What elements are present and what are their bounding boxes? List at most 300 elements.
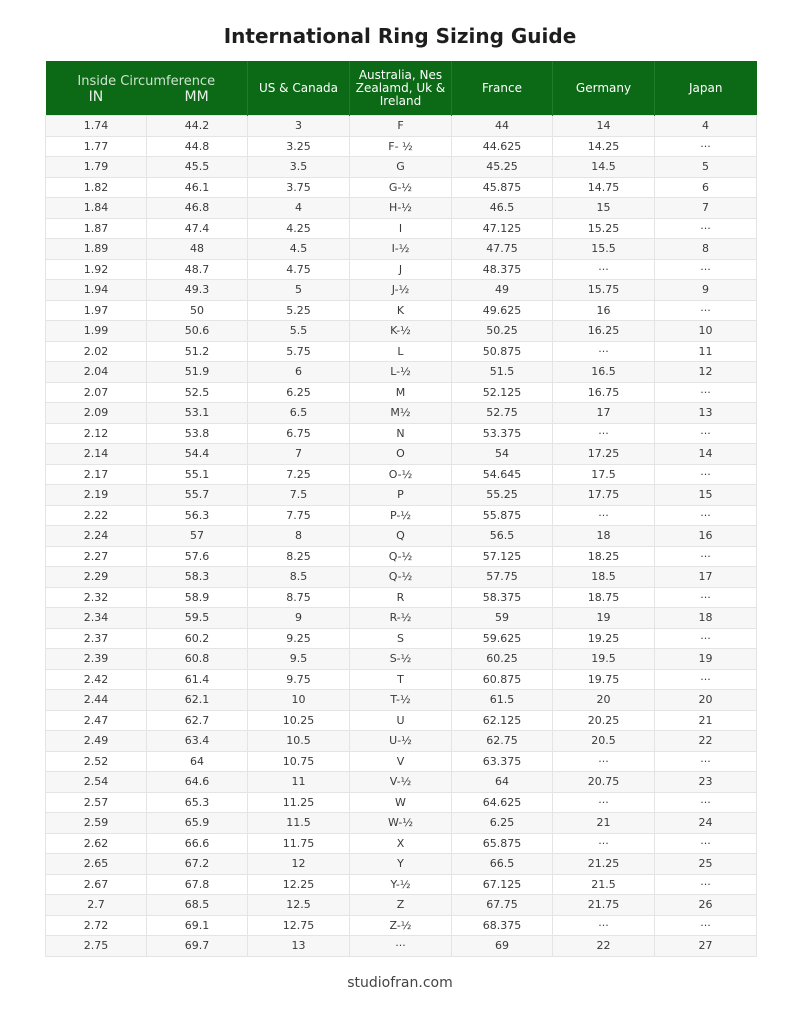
table-row [46,649,757,670]
cell-mm: 48 [147,239,248,260]
cell-au: U [350,710,452,731]
cell-fr: 65.875 [452,833,553,854]
cell-jp: ··· [655,423,757,444]
header-mm: MM [184,88,209,105]
cell-in: 1.84 [46,198,147,219]
cell-au: S [350,628,452,649]
cell-au: X [350,833,452,854]
cell-fr: 54 [452,444,553,465]
cell-fr: 46.5 [452,198,553,219]
cell-mm: 55.7 [147,485,248,506]
cell-mm: 60.2 [147,628,248,649]
cell-in: 2.19 [46,485,147,506]
cell-fr: 59.625 [452,628,553,649]
cell-jp: ··· [655,874,757,895]
cell-fr: 67.75 [452,895,553,916]
cell-us: 6.75 [248,423,350,444]
cell-jp: 9 [655,280,757,301]
cell-de: 21.25 [553,854,655,875]
cell-jp: ··· [655,464,757,485]
table-row [46,915,757,936]
footer-site: studiofran.com [347,975,453,991]
cell-fr: 67.125 [452,874,553,895]
table-row [46,567,757,588]
cell-mm: 53.8 [147,423,248,444]
cell-au: G [350,157,452,178]
cell-in: 2.37 [46,628,147,649]
cell-in: 1.77 [46,136,147,157]
cell-fr: 57.75 [452,567,553,588]
table-row [46,403,757,424]
cell-us: 8.5 [248,567,350,588]
cell-jp: 16 [655,526,757,547]
cell-us: 3.75 [248,177,350,198]
cell-au: N [350,423,452,444]
cell-fr: 55.875 [452,505,553,526]
cell-in: 2.62 [46,833,147,854]
cell-au: W-½ [350,813,452,834]
table-row [46,813,757,834]
cell-fr: 47.125 [452,218,553,239]
cell-in: 2.72 [46,915,147,936]
header-germany: Germany [553,61,655,116]
cell-de: 16.25 [553,321,655,342]
cell-jp: ··· [655,833,757,854]
cell-us: 10.25 [248,710,350,731]
cell-de: 21.75 [553,895,655,916]
cell-au: H-½ [350,198,452,219]
cell-au: T [350,669,452,690]
cell-us: 5.25 [248,300,350,321]
cell-in: 2.22 [46,505,147,526]
cell-fr: 50.875 [452,341,553,362]
header-circumference-label: Inside Circumference [77,73,216,89]
cell-de: 16.5 [553,362,655,383]
cell-in: 2.54 [46,772,147,793]
cell-us: 7.25 [248,464,350,485]
cell-us: 9.25 [248,628,350,649]
cell-de: ··· [553,505,655,526]
cell-in: 2.52 [46,751,147,772]
cell-fr: 64.625 [452,792,553,813]
cell-jp: 24 [655,813,757,834]
cell-au: T-½ [350,690,452,711]
cell-jp: ··· [655,915,757,936]
cell-jp: 6 [655,177,757,198]
cell-in: 2.57 [46,792,147,813]
cell-au: K [350,300,452,321]
cell-au: I-½ [350,239,452,260]
cell-us: 7 [248,444,350,465]
cell-jp: 5 [655,157,757,178]
cell-us: 3 [248,116,350,137]
cell-in: 2.47 [46,710,147,731]
cell-jp: 19 [655,649,757,670]
cell-in: 2.17 [46,464,147,485]
cell-de: 20.75 [553,772,655,793]
table-row [46,300,757,321]
cell-de: 15 [553,198,655,219]
cell-de: 21 [553,813,655,834]
table-row [46,444,757,465]
cell-jp: ··· [655,546,757,567]
cell-de: 21.5 [553,874,655,895]
table-row [46,669,757,690]
cell-mm: 67.2 [147,854,248,875]
cell-de: 16.75 [553,382,655,403]
cell-jp: 25 [655,854,757,875]
table-row [46,505,757,526]
cell-mm: 47.4 [147,218,248,239]
cell-de: 15.5 [553,239,655,260]
cell-in: 1.97 [46,300,147,321]
cell-jp: ··· [655,136,757,157]
cell-jp: ··· [655,259,757,280]
header-france: France [452,61,553,116]
cell-mm: 46.1 [147,177,248,198]
table-row [46,772,757,793]
cell-au: U-½ [350,731,452,752]
table-body [46,116,757,957]
table-row [46,198,757,219]
table-header [46,61,757,116]
cell-fr: 45.875 [452,177,553,198]
cell-fr: 6.25 [452,813,553,834]
table-row [46,157,757,178]
cell-de: 19.5 [553,649,655,670]
cell-us: 10.75 [248,751,350,772]
table-row [46,874,757,895]
cell-mm: 60.8 [147,649,248,670]
table-row [46,136,757,157]
header-inside-circumference [46,61,248,116]
cell-de: 17.25 [553,444,655,465]
cell-jp: 4 [655,116,757,137]
cell-fr: 68.375 [452,915,553,936]
cell-us: 12 [248,854,350,875]
table-row [46,690,757,711]
cell-us: 6.5 [248,403,350,424]
table-row [46,116,757,137]
cell-in: 2.29 [46,567,147,588]
cell-de: 15.75 [553,280,655,301]
cell-au: Q [350,526,452,547]
cell-in: 2.14 [46,444,147,465]
cell-fr: 54.645 [452,464,553,485]
cell-fr: 62.125 [452,710,553,731]
cell-mm: 65.3 [147,792,248,813]
cell-fr: 63.375 [452,751,553,772]
table-row [46,464,757,485]
cell-de: ··· [553,423,655,444]
cell-fr: 64 [452,772,553,793]
cell-au: Y-½ [350,874,452,895]
cell-us: 4 [248,198,350,219]
cell-mm: 64.6 [147,772,248,793]
cell-au: F [350,116,452,137]
cell-de: 20 [553,690,655,711]
cell-in: 2.04 [46,362,147,383]
table-row [46,218,757,239]
cell-in: 2.42 [46,669,147,690]
cell-de: 17.75 [553,485,655,506]
cell-mm: 65.9 [147,813,248,834]
cell-au: P-½ [350,505,452,526]
cell-fr: 45.25 [452,157,553,178]
cell-mm: 45.5 [147,157,248,178]
cell-au: Q-½ [350,546,452,567]
cell-de: 22 [553,936,655,957]
cell-jp: 21 [655,710,757,731]
cell-us: 5 [248,280,350,301]
cell-jp: 20 [655,690,757,711]
cell-us: 8.75 [248,587,350,608]
ring-size-table [45,61,757,957]
cell-in: 1.82 [46,177,147,198]
cell-us: 12.25 [248,874,350,895]
cell-de: 19.75 [553,669,655,690]
cell-in: 1.87 [46,218,147,239]
cell-in: 2.7 [46,895,147,916]
cell-mm: 53.1 [147,403,248,424]
table-row [46,280,757,301]
cell-us: 9 [248,608,350,629]
cell-fr: 66.5 [452,854,553,875]
cell-jp: 7 [655,198,757,219]
cell-mm: 62.1 [147,690,248,711]
cell-jp: 27 [655,936,757,957]
cell-fr: 57.125 [452,546,553,567]
cell-fr: 51.5 [452,362,553,383]
cell-in: 2.67 [46,874,147,895]
cell-fr: 55.25 [452,485,553,506]
cell-us: 3.5 [248,157,350,178]
header-us-canada: US & Canada [248,61,350,116]
cell-in: 2.75 [46,936,147,957]
cell-us: 13 [248,936,350,957]
cell-mm: 54.4 [147,444,248,465]
cell-au: Y [350,854,452,875]
cell-au: M½ [350,403,452,424]
cell-fr: 47.75 [452,239,553,260]
cell-fr: 52.125 [452,382,553,403]
cell-jp: ··· [655,751,757,772]
cell-mm: 56.3 [147,505,248,526]
cell-fr: 44.625 [452,136,553,157]
table-row [46,854,757,875]
cell-in: 2.07 [46,382,147,403]
cell-de: ··· [553,833,655,854]
cell-de: 18.25 [553,546,655,567]
cell-au: Z-½ [350,915,452,936]
table-row [46,321,757,342]
cell-au: P [350,485,452,506]
cell-jp: 15 [655,485,757,506]
cell-mm: 46.8 [147,198,248,219]
table-row [46,895,757,916]
table-row [46,423,757,444]
cell-in: 2.49 [46,731,147,752]
cell-mm: 48.7 [147,259,248,280]
cell-us: 3.25 [248,136,350,157]
cell-mm: 62.7 [147,710,248,731]
cell-in: 2.27 [46,546,147,567]
cell-au: R-½ [350,608,452,629]
cell-mm: 66.6 [147,833,248,854]
cell-mm: 58.3 [147,567,248,588]
cell-fr: 69 [452,936,553,957]
cell-au: S-½ [350,649,452,670]
cell-de: 20.25 [553,710,655,731]
cell-au: O [350,444,452,465]
cell-in: 1.99 [46,321,147,342]
cell-jp: ··· [655,218,757,239]
cell-mm: 61.4 [147,669,248,690]
cell-de: 14.75 [553,177,655,198]
header-in: IN [88,88,104,105]
cell-fr: 62.75 [452,731,553,752]
cell-mm: 44.8 [147,136,248,157]
table-row [46,485,757,506]
table-row [46,341,757,362]
cell-jp: 11 [655,341,757,362]
cell-au: W [350,792,452,813]
cell-de: 18.5 [553,567,655,588]
cell-fr: 50.25 [452,321,553,342]
cell-jp: 14 [655,444,757,465]
cell-mm: 57.6 [147,546,248,567]
cell-mm: 51.2 [147,341,248,362]
cell-mm: 58.9 [147,587,248,608]
cell-fr: 59 [452,608,553,629]
cell-in: 2.09 [46,403,147,424]
cell-jp: 13 [655,403,757,424]
cell-in: 1.79 [46,157,147,178]
table-row [46,362,757,383]
cell-de: ··· [553,259,655,280]
cell-in: 2.39 [46,649,147,670]
table-row [46,546,757,567]
cell-de: ··· [553,915,655,936]
cell-au: Z [350,895,452,916]
header-japan: Japan [655,61,757,116]
cell-au: K-½ [350,321,452,342]
cell-au: Q-½ [350,567,452,588]
cell-de: 19 [553,608,655,629]
cell-de: 20.5 [553,731,655,752]
cell-us: 6.25 [248,382,350,403]
cell-fr: 49 [452,280,553,301]
cell-fr: 49.625 [452,300,553,321]
cell-us: 10 [248,690,350,711]
cell-in: 2.24 [46,526,147,547]
cell-mm: 69.1 [147,915,248,936]
cell-jp: ··· [655,300,757,321]
cell-mm: 67.8 [147,874,248,895]
cell-jp: 26 [655,895,757,916]
cell-fr: 52.75 [452,403,553,424]
cell-mm: 55.1 [147,464,248,485]
cell-fr: 60.875 [452,669,553,690]
table-row [46,587,757,608]
cell-us: 9.5 [248,649,350,670]
cell-mm: 51.9 [147,362,248,383]
cell-au: L [350,341,452,362]
cell-au: L-½ [350,362,452,383]
table-row [46,731,757,752]
cell-mm: 63.4 [147,731,248,752]
cell-jp: ··· [655,792,757,813]
cell-jp: 17 [655,567,757,588]
table-row [46,382,757,403]
cell-us: 6 [248,362,350,383]
cell-de: 14 [553,116,655,137]
table-row [46,177,757,198]
cell-fr: 44 [452,116,553,137]
cell-mm: 50 [147,300,248,321]
cell-us: 4.25 [248,218,350,239]
cell-de: 19.25 [553,628,655,649]
cell-jp: 22 [655,731,757,752]
cell-in: 1.94 [46,280,147,301]
cell-in: 2.34 [46,608,147,629]
cell-au: J-½ [350,280,452,301]
cell-de: 14.25 [553,136,655,157]
cell-us: 5.75 [248,341,350,362]
cell-us: 7.75 [248,505,350,526]
cell-au: R [350,587,452,608]
cell-us: 11.5 [248,813,350,834]
cell-de: ··· [553,751,655,772]
cell-fr: 53.375 [452,423,553,444]
table-row [46,239,757,260]
cell-jp: 12 [655,362,757,383]
table-row [46,526,757,547]
cell-in: 1.92 [46,259,147,280]
cell-in: 2.02 [46,341,147,362]
table-row [46,936,757,957]
cell-mm: 57 [147,526,248,547]
cell-de: 18 [553,526,655,547]
header-australia-nz-uk: Australia, Nes Zealamd, Uk & Ireland [350,61,452,116]
cell-jp: 10 [655,321,757,342]
cell-us: 8.25 [248,546,350,567]
cell-de: 17.5 [553,464,655,485]
cell-us: 4.75 [248,259,350,280]
cell-jp: 18 [655,608,757,629]
cell-mm: 44.2 [147,116,248,137]
cell-us: 12.75 [248,915,350,936]
cell-in: 1.89 [46,239,147,260]
cell-au: V [350,751,452,772]
cell-jp: ··· [655,382,757,403]
cell-jp: 8 [655,239,757,260]
cell-jp: ··· [655,587,757,608]
cell-in: 2.65 [46,854,147,875]
cell-mm: 59.5 [147,608,248,629]
page-title: International Ring Sizing Guide [223,24,577,48]
cell-au: V-½ [350,772,452,793]
cell-in: 2.59 [46,813,147,834]
cell-us: 7.5 [248,485,350,506]
cell-au: M [350,382,452,403]
cell-fr: 61.5 [452,690,553,711]
cell-us: 9.75 [248,669,350,690]
cell-mm: 50.6 [147,321,248,342]
cell-jp: ··· [655,669,757,690]
cell-fr: 48.375 [452,259,553,280]
cell-us: 11 [248,772,350,793]
